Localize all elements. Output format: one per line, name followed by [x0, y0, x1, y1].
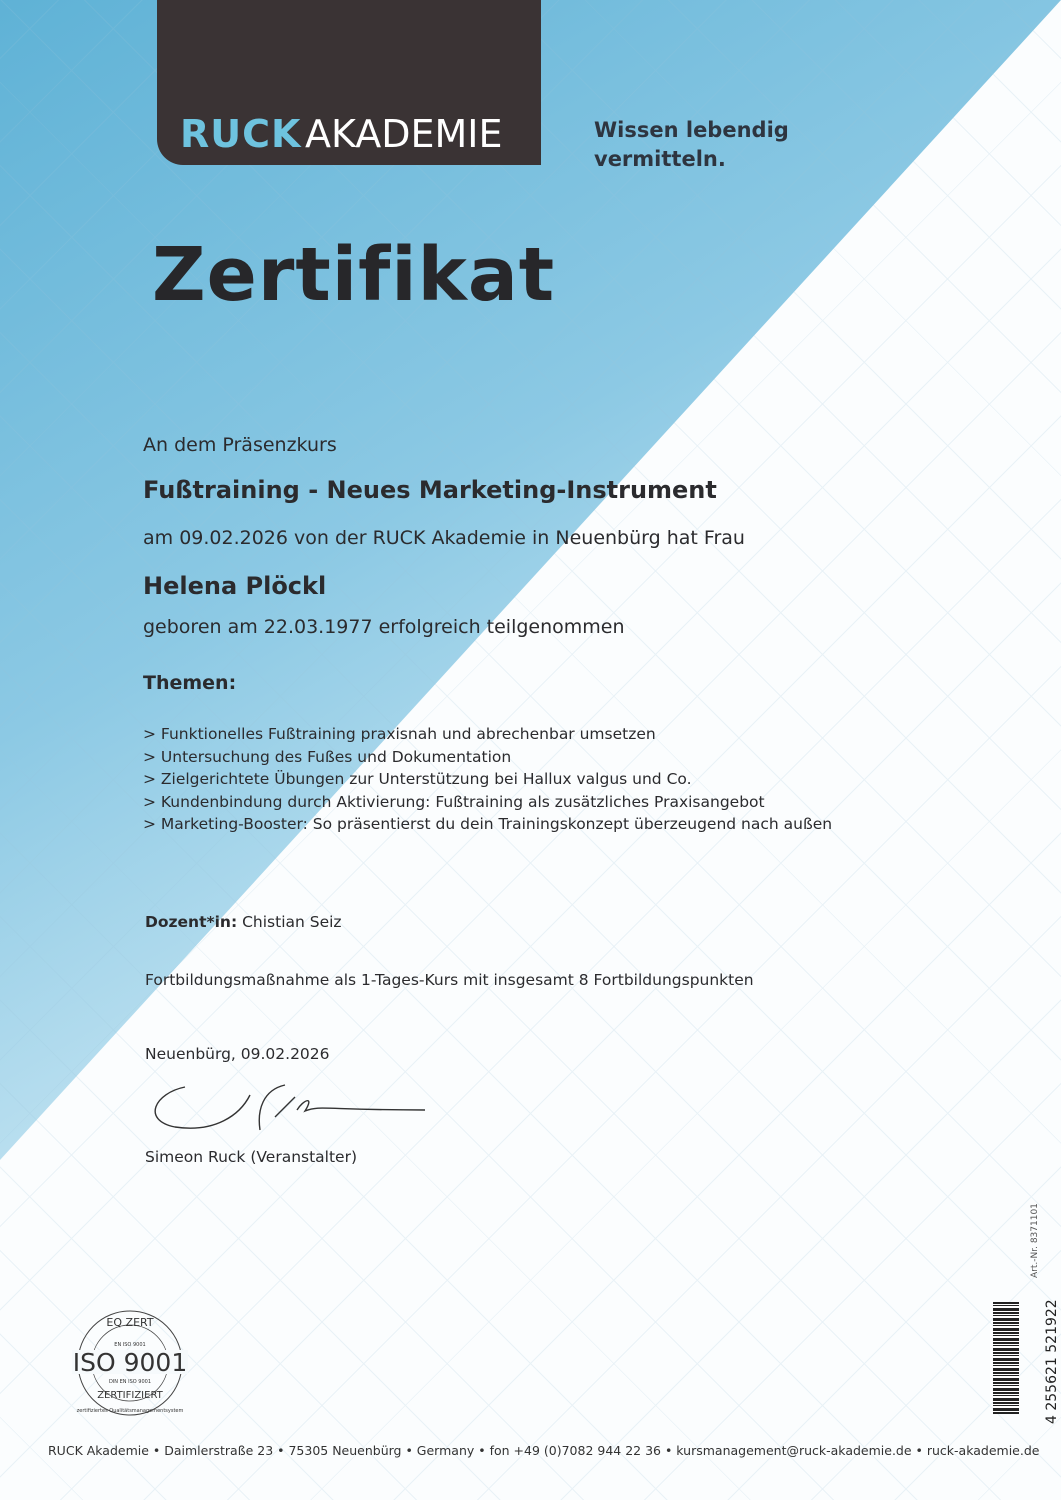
certificate-title: Zertifikat	[152, 232, 556, 318]
seal-ring: zertifiziertes Qualitätsmanagementsystem	[76, 1408, 184, 1414]
topics-heading: Themen:	[143, 672, 237, 694]
lecturer	[145, 913, 342, 931]
course-title: Fußtraining - Neues Marketing-Instrument	[143, 476, 717, 504]
topic-item: > Marketing-Booster: So präsentierst du dein Trainingskonzept überzeugend nach außen	[143, 815, 833, 833]
logo-ruck: RUCK	[180, 112, 302, 156]
iso-9001-seal	[68, 1308, 192, 1418]
seal-bottom: ZERTIFIZIERT	[97, 1390, 163, 1401]
seal-inner-top: EN ISO 9001	[114, 1342, 146, 1348]
birth-line: geboren am 22.03.1977 erfolgreich teilgenommen	[143, 616, 625, 638]
seal-main: ISO 9001	[72, 1348, 188, 1377]
article-number: Art.-Nr. 8371101	[1030, 1203, 1040, 1278]
tagline-line: vermitteln.	[594, 147, 726, 171]
barcode-number: 4 255621 521922	[1044, 1299, 1060, 1424]
topic-item: > Kundenbindung durch Aktivierung: Fußtraining als zusätzliches Praxisangebot	[143, 792, 765, 811]
lecturer-name: Chistian Seiz	[242, 913, 342, 931]
lecturer-label: Dozent*in:	[145, 913, 238, 931]
signature	[145, 1075, 435, 1145]
topic-item: > Funktionelles Fußtraining praxisnah und abrechenbar umsetzen	[143, 725, 656, 743]
place-date: Neuenbürg, 09.02.2026	[145, 1045, 330, 1063]
logo-akademie: AKADEMIE	[305, 112, 503, 156]
barcode	[993, 1302, 1019, 1414]
tagline	[594, 116, 789, 174]
intro-text: An dem Präsenzkurs	[143, 434, 337, 456]
signer-name: Simeon Ruck (Veranstalter)	[145, 1148, 358, 1166]
footer-address: RUCK Akademie • Daimlerstraße 23 • 75305 Neuenbürg • Germany • fon +49 (0)7082 944 22 36 • kursmanagement@ruck-akademie.de • ruck-akademie.de	[48, 1443, 1040, 1458]
topics-list	[143, 723, 832, 836]
date-line: am 09.02.2026 von der RUCK Akademie in Neuenbürg hat Frau	[143, 527, 745, 549]
topic-item: > Untersuchung des Fußes und Dokumentation	[143, 747, 512, 766]
tagline-line: Wissen lebendig	[594, 118, 789, 142]
seal-inner-bottom: DIN EN ISO 9001	[108, 1379, 152, 1385]
training-note: Fortbildungsmaßnahme als 1-Tages-Kurs mit insgesamt 8 Fortbildungspunkten	[145, 971, 754, 989]
participant-name: Helena Plöckl	[143, 572, 327, 600]
seal-top-text: EQ ZERT	[106, 1316, 154, 1329]
topic-item: > Zielgerichtete Übungen zur Unterstützung bei Hallux valgus und Co.	[143, 770, 692, 788]
